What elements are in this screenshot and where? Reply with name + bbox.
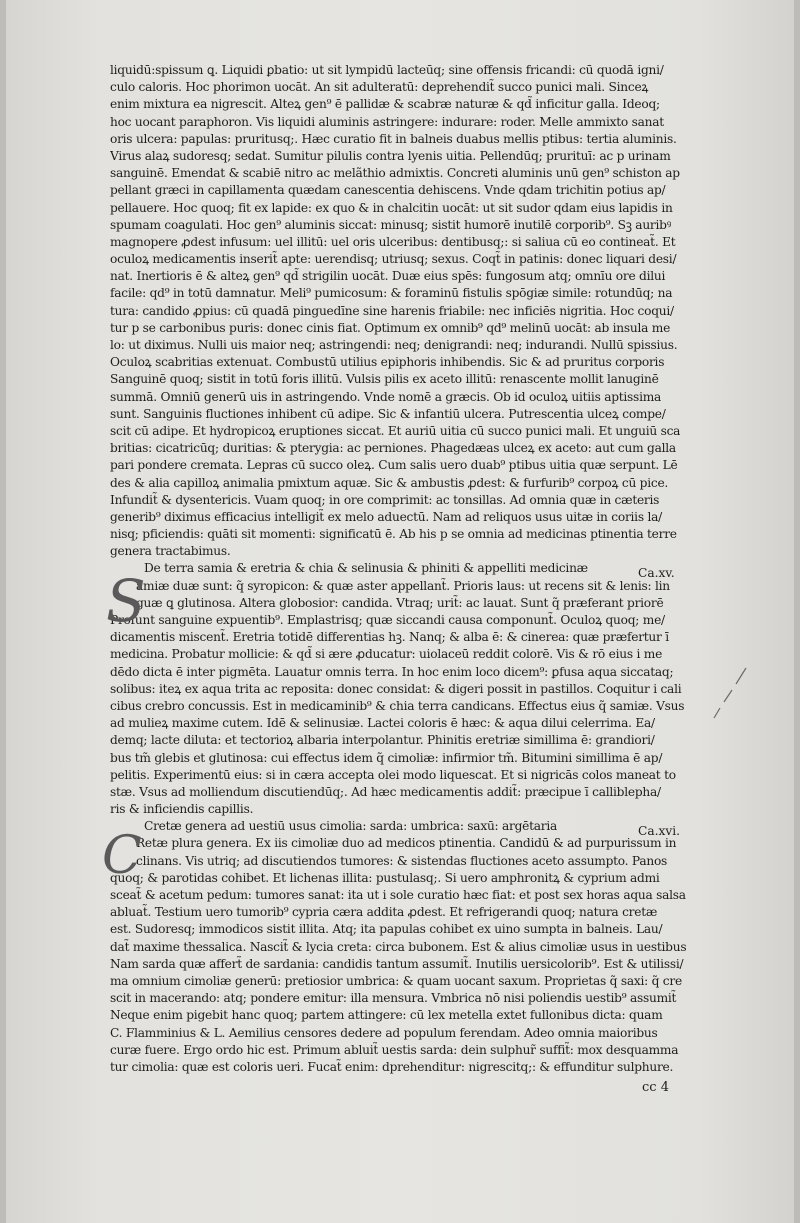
text-line: dicamentis miscent̃. Eretria totidē differentias hꝫ. Nanq; & alba ē: & cinerea: quæ præfertur ī: [110, 630, 669, 645]
manuscript-page: [6, 0, 794, 1223]
text-line: ma omnium cimoliæ generū: pretiosior umbrica: & quam uocant saxum. Proprietas q̃ saxi: q̃ cre: [110, 973, 682, 988]
chapter-heading-xvi: Cretæ genera ad uestiū usus cimolia: sarda: umbrica: saxū: argētaria: [144, 819, 558, 834]
text-line: generib⁹ diximus efficacius intelligit̃ ex melo aduectū. Nam ad reliquos usus uitæ in coriis la/: [110, 509, 662, 524]
text-line: Virus alaꝝ sudoresq; sedat. Sumitur pilulis contra lyenis uitia. Pellendūq; prurituī: ac p urinam: [110, 148, 671, 163]
chapter-number-xvi: Ca.xvi.: [638, 824, 680, 838]
text-line: ad mulieꝝ maxime cutem. Idē & selinusiæ. Lactei coloris ē hæc: & aqua dilui celerrima. Ea/: [110, 716, 655, 731]
text-line: quoq; & parotidas cohibet. Et lichenas illita: pustulasq;. Si uero amphronitꝝ & cyprium admi: [110, 870, 660, 885]
paragraph-terra-samia: [110, 578, 690, 819]
text-line: Sanguinē quoq; sistit in totū foris illitū. Vulsis pilis ex aceto illitū: renascente mollit lanuginē: [110, 372, 659, 387]
paragraph-alumen: [110, 62, 690, 560]
text-line: lo: ut diximus. Nulli uis maior neq; astringendi: neq; denigrandi: neq; indurandi. Nullū spissius.: [110, 338, 678, 352]
text-line: guæ ꝗ glutinosa. Altera globosior: candida. Vtraq; urit̃: ac lauat. Sunt q̃ præferant priorē: [136, 595, 664, 610]
text-line: pelitis. Experimentū eius: si in cæra accepta olei modo liquescat. Et si nigricās colos maneat to: [110, 767, 676, 782]
text-line: Nam sarda quæ affert̃ de sardania: candidis tantum assumit̃. Inutilis uersicolorib⁹. Est & utilissi/: [110, 956, 684, 971]
text-line: oculoꝝ medicamentis inserit̃ apte: uerendisq; utriusq; sexus. Coqt̃ in patinis: donec liquari desi/: [110, 252, 677, 267]
text-line: est. Sudoresq; immodicos sistit illita. Atq; ita papulas cohibet ex uino sumpta in balneis. Lau/: [110, 922, 663, 937]
text-line: pellant græci in capillamenta quædam canescentia dehiscens. Vnde qdam trichitin potius ap/: [110, 183, 666, 198]
text-line: medicina. Probatur mollicie: & qd̃ si ære ꝓducatur: uiolaceū reddit colorē. Vis & rō eius i me: [110, 647, 663, 662]
text-line: magnopere ꝓdest infusum: uel illitū: uel oris ulceribus: dentibusq;: si saliua cū eo contineat̃. Et: [110, 234, 676, 249]
text-line: Profunt sanguine expuentib⁹. Emplastrisq; quæ siccandi causa componunt̃. Oculoꝝ quoq; me/: [110, 613, 665, 627]
text-line: demq; lacte diluta: et tectorioꝝ albaria interpolantur. Phinitis eretriæ simillima ē: grandiori/: [110, 733, 655, 748]
text-line: amiæ duæ sunt: q̃ syropicon: & quæ aster appellant̃. Prioris laus: ut recens sit & lenis: lin: [136, 578, 670, 593]
text-line: liquidū:spissum ꝗ. Liquidi ꝑbatio: ut sit lympidū lacteūq; sine offensis fricandi: cū quodā igni/: [110, 63, 664, 77]
text-line: Neque enim pigebit hanc quoq; partem attingere: cū lex metella extet fullonibus dicta: quam: [110, 1008, 663, 1023]
text-line: Retæ plura genera. Ex iis cimoliæ duo ad medicos ptinentia. Candidū & ad purpurissum in: [136, 836, 677, 851]
text-line: tura: candido ꝓpius: cū quadā pinguedīne sine harenis friabile: nec inficiēs nigritia. Hoc coqui/: [110, 303, 674, 318]
text-line: ris & inficiendis capillis.: [110, 802, 254, 817]
text-line: cibus crebro concussis. Est in medicaminib⁹ & chia terra candicans. Effectus eius q̃ samiæ. Vsus: [110, 698, 685, 713]
folio-signature: cc 4: [642, 1080, 669, 1095]
text-line: scit in macerando: atq; pondere emitur: illa mensura. Vmbrica nō nisi poliendis uestib⁹ assumit̃: [110, 991, 677, 1006]
text-line: genera tractabimus.: [110, 544, 231, 559]
text-line: Oculoꝝ scabritias extenuat. Combustū utilius epiphoris inhibendis. Sic & ad pruritus corporis: [110, 355, 665, 370]
margin-ink-mark: [696, 664, 756, 734]
text-line: nat. Inertioris ē & alteꝝ gen⁹ qd̃ strigilin uocāt. Duæ eius spēs: fungosum atq; omnīu ore dilui: [110, 269, 666, 284]
text-line: culo caloris. Hoc phorimon uocāt. An sit adulteratū: deprehendit̃ succo punici mali. Sinceꝝ: [110, 80, 649, 95]
text-line: bus tm̃ glebis et glutinosa: cui effectus idem q̃ cimoliæ: infirmior tm̃. Bitumini simillima ē ap/: [110, 750, 663, 765]
paragraph-creta: [110, 835, 690, 1076]
text-line: Infundit̃ & dysentericis. Vuam quoq; in ore comprimit: ac tonsillas. Ad omnia quæ in cæteris: [110, 492, 660, 507]
text-line: summā. Omniū generū uis in astringendo. Vnde nomē a græcis. Ob id oculoꝝ uitiis aptissima: [110, 389, 662, 404]
text-line: nisq; pficiendis: quāti sit momenti: significatū ē. Ab his p se omnia ad medicinas ptinentia terre: [110, 527, 677, 542]
text-line: facile: qd⁹ in totū damnatur. Meli⁹ pumicosum: & foraminū fistulis spōgiæ simile: rotundūq; na: [110, 286, 673, 301]
text-line: dēdo dicta ē inter pigmēta. Lauatur omnis terra. In hoc enim loco dicem⁹: ꝑfusa aqua siccataq;: [110, 664, 674, 679]
initial-letter-s: S: [106, 567, 146, 635]
text-line: tur p se carbonibus puris: donec cinis fiat. Optimum ex omnib⁹ qd⁹ melinū uocāt: ab insula me: [110, 320, 671, 335]
text-line: hoc uocant paraphoron. Vis liquidi aluminis astringere: indurare: roder. Melle ammixto sanat: [110, 114, 664, 129]
text-line: C. Flamminius & L. Aemilius censores dedere ad populum ferendam. Adeo omnia maioribus: [110, 1025, 658, 1040]
text-line: clinans. Vis utriq; ad discutiendos tumores: & sistendas fluctiones aceto assumpto. Panos: [136, 853, 668, 868]
text-line: oris ulcera: papulas: pruritusq;. Hæc curatio fit in balneis duabus mellis ptibus: tertia aluminis.: [110, 131, 677, 146]
chapter-heading-xv: De terra samia & eretria & chia & selinusia & phiniti & appelliti medicinæ: [144, 561, 588, 576]
text-line: tur cimolia: quæ est coloris ueri. Fucat̃ enim: dprehenditur: nigrescitq;: & effunditur sulphure.: [110, 1059, 674, 1074]
initial-letter-c: C: [102, 826, 142, 886]
text-line: sanguinē. Emendat & scabiē nitro ac melãthio admixtis. Concreti aluminis unū gen⁹ schiston ap: [110, 166, 680, 181]
text-line: stæ. Vsus ad molliendum discutiendūq;. Ad hæc medicamentis addit̃: præcipue ī calliblepha/: [110, 784, 661, 799]
text-line: pari pondere cremata. Lepras cū succo oleꝝ. Cum salis uero duab⁹ ptibus uitia quæ serpunt. Lē: [110, 458, 678, 473]
chapter-number-xv: Ca.xv.: [638, 566, 675, 580]
text-line: scit cū adipe. Et hydropicoꝝ eruptiones siccat. Et auriū uitia cū succo punici mali. Et unguiū sca: [110, 423, 681, 438]
text-line: dat̃ maxime thessalica. Nascit̃ & lycia creta: circa bubonem. Est & alius cimoliæ usus in uestibus: [110, 939, 687, 954]
text-line: abluat̃. Testium uero tumorib⁹ cypria cæra addita ꝓdest. Et refrigerandi quoq; natura cretæ: [110, 905, 658, 920]
text-line: spumam coagulati. Hoc gen⁹ aluminis siccat: minusq; sistit humorē inutilē corporib⁹. Sꝫ auribꝰ: [110, 217, 672, 232]
text-line: enim mixtura ea nigrescit. Alteꝝ gen⁹ ē pallidæ & scabræ naturæ & qd̃ inficitur galla. Ideoq;: [110, 97, 660, 112]
text-line: britias: cicatricūq; duritias: & pterygia: ac perniones. Phagedæas ulceꝝ ex aceto: aut cum galla: [110, 441, 676, 456]
text-block: [110, 62, 690, 1076]
text-line: pellauere. Hoc quoq; fit ex lapide: ex quo & in chalcitin uocāt: ut sit sudor qdam eius lapidis in: [110, 200, 673, 215]
text-line: curæ fuere. Ergo ordo hic est. Primum abluit̃ uestis sarda: dein sulphur̃ suffit̃: mox desquamma: [110, 1042, 679, 1057]
text-line: solibus: iteꝝ ex aqua trita ac reposita: donec considat: & digeri possit in pastillos. Coquitur i cali: [110, 681, 682, 696]
text-line: sceat̃ & acetum pedum: tumores sanat: ita ut i sole curatio hæc fiat: et post sex horas aqua salsa: [110, 888, 686, 902]
text-line: des & alia capilloꝝ animalia pmixtum aquæ. Sic & ambustis ꝓdest: & furfurib⁹ corpoꝝ cū pice.: [110, 475, 669, 490]
text-line: sunt. Sanguinis fluctiones inhibent cū adipe. Sic & infantiū ulcera. Putrescentia ulceꝝ compe/: [110, 406, 666, 421]
